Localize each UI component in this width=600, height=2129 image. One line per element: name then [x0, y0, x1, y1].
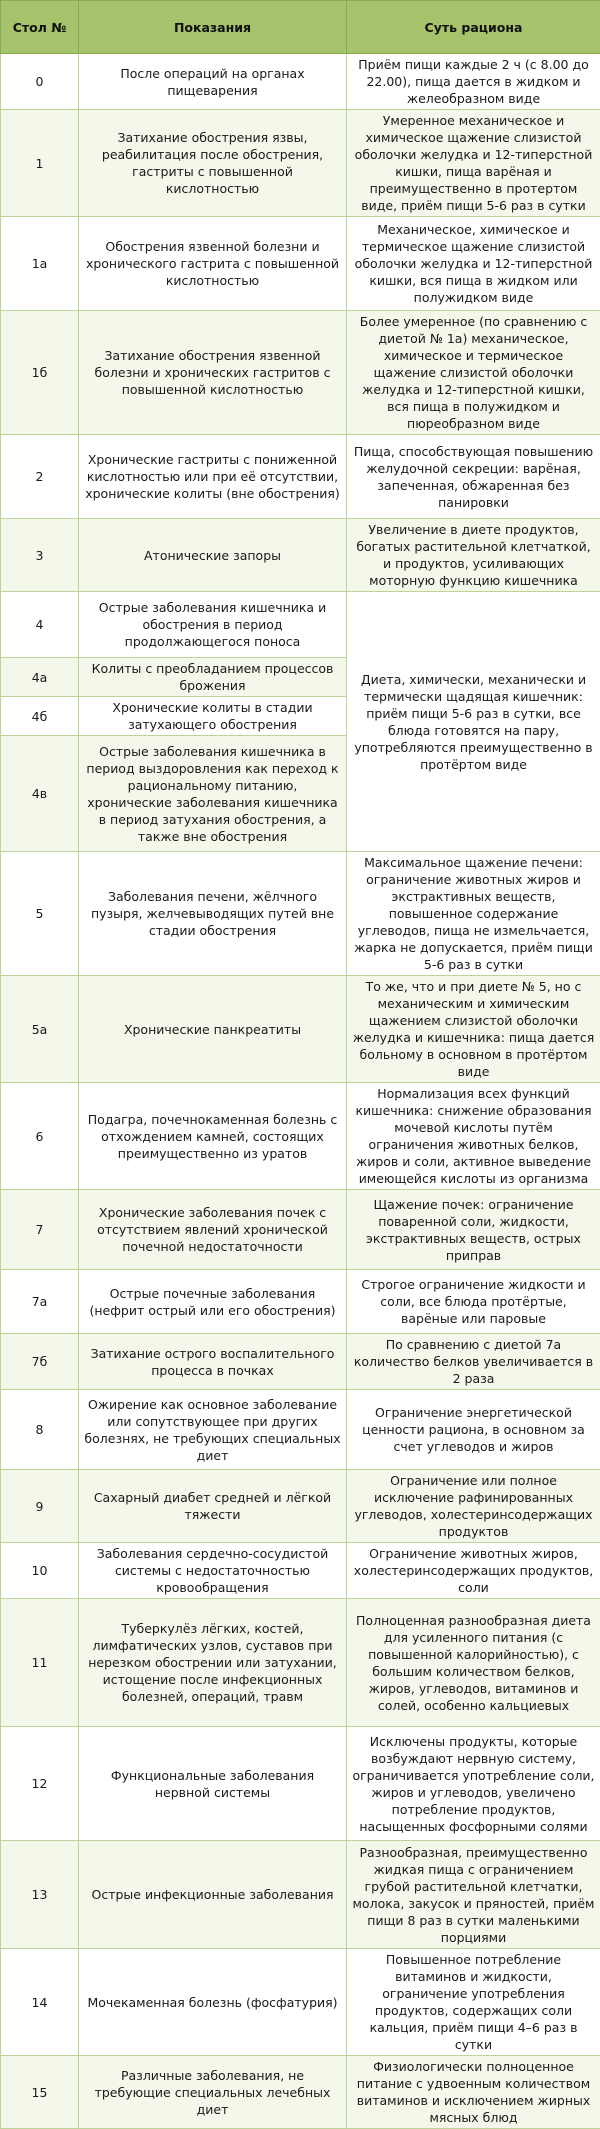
- table-number: 11: [1, 1599, 79, 1727]
- table-number: 6: [1, 1083, 79, 1190]
- indications: Различные заболевания, не требующие специальных лечебных диет: [79, 2056, 347, 2129]
- table-row: [1, 1727, 600, 1841]
- table-row: [1, 1470, 600, 1543]
- table-row: [1, 435, 600, 519]
- table-number: 4а: [1, 658, 79, 697]
- table-row: [1, 976, 600, 1083]
- header-indications: Показания: [79, 1, 347, 54]
- table-row: [1, 592, 600, 658]
- indications: Хронические панкреатиты: [79, 976, 347, 1083]
- diet-essence: То же, что и при диете № 5, но с механическим и химическим щажением слизистой оболочки желудка и кишечника: пища дается больному в основном в протёртом виде: [347, 976, 600, 1083]
- table-row: [1, 1949, 600, 2056]
- table-number: 2: [1, 435, 79, 519]
- indications: Острые заболевания кишечника в период выздоровления как переход к рациональному питанию, хронические заболевания кишечника в период затухания обострения, а также вне обострения: [79, 736, 347, 852]
- table-row: [1, 2056, 600, 2129]
- diet-essence: Пища, способствующая повышению желудочной секреции: варёная, запеченная, обжаренная без панировки: [347, 435, 600, 519]
- header-row: [1, 1, 600, 54]
- indications: После операций на органах пищеварения: [79, 54, 347, 110]
- table-number: 1б: [1, 311, 79, 435]
- diet-essence: Ограничение животных жиров, холестеринсодержащих продуктов, соли: [347, 1543, 600, 1599]
- table-row: [1, 1334, 600, 1390]
- table-number: 7: [1, 1190, 79, 1270]
- table-number: 0: [1, 54, 79, 110]
- table-number: 9: [1, 1470, 79, 1543]
- diet-essence: Исключены продукты, которые возбуждают нервную систему, ограничивается употребление соли, жиров и углеводов, увеличено потребление продуктов, насыщенных фосфорными солями: [347, 1727, 600, 1841]
- indications: Ожирение как основное заболевание или сопутствующее при других болезнях, не требующих специальных диет: [79, 1390, 347, 1470]
- table-number: 8: [1, 1390, 79, 1470]
- table-row: [1, 852, 600, 976]
- diet-essence: Диета, химически, механически и термически щадящая кишечник: приём пищи 5-6 раз в сутки, все блюда готовятся на пару, употребляются преимущественно в протёртом виде: [347, 592, 600, 852]
- table-row: [1, 1841, 600, 1949]
- diet-essence: Физиологически полноценное питание с удвоенным количеством витаминов и исключением жирных мясных блюд: [347, 2056, 600, 2129]
- table-number: 7б: [1, 1334, 79, 1390]
- table-row: [1, 1190, 600, 1270]
- diet-essence: Ограничение или полное исключение рафинированных углеводов, холестеринсодержащих продуктов: [347, 1470, 600, 1543]
- indications: Подагра, почечнокаменная болезнь с отхождением камней, состоящих преимущественно из уратов: [79, 1083, 347, 1190]
- indications: Затихание острого воспалительного процесса в почках: [79, 1334, 347, 1390]
- indications: Хронические колиты в стадии затухающего обострения: [79, 697, 347, 736]
- table-number: 4: [1, 592, 79, 658]
- indications: Острые инфекционные заболевания: [79, 1841, 347, 1949]
- indications: Острые почечные заболевания (нефрит острый или его обострения): [79, 1270, 347, 1334]
- diet-essence: Щажение почек: ограничение поваренной соли, жидкости, экстрактивных веществ, острых приправ: [347, 1190, 600, 1270]
- header-diet-essence: Суть рациона: [347, 1, 600, 54]
- indications: Колиты с преобладанием процессов брожения: [79, 658, 347, 697]
- table-number: 5: [1, 852, 79, 976]
- indications: Атонические запоры: [79, 519, 347, 592]
- table-row: [1, 1390, 600, 1470]
- diet-essence: Строгое ограничение жидкости и соли, все блюда протёртые, варёные или паровые: [347, 1270, 600, 1334]
- table-number: 15: [1, 2056, 79, 2129]
- table-number: 13: [1, 1841, 79, 1949]
- table-row: [1, 1599, 600, 1727]
- table-number: 1: [1, 110, 79, 217]
- diet-essence: Нормализация всех функций кишечника: снижение образования мочевой кислоты путём ограничения животных белков, жиров и соли, активное выведение имеющейся кислоты из организма: [347, 1083, 600, 1190]
- indications: Мочекаменная болезнь (фосфатурия): [79, 1949, 347, 2056]
- table-number: 1а: [1, 217, 79, 311]
- indications: Острые заболевания кишечника и обострения в период продолжающегося поноса: [79, 592, 347, 658]
- table-row: [1, 217, 600, 311]
- indications: Заболевания сердечно-сосудистой системы с недостаточностью кровообращения: [79, 1543, 347, 1599]
- indications: Затихание обострения язвы, реабилитация после обострения, гастриты с повышенной кислотностью: [79, 110, 347, 217]
- diet-essence: Максимальное щажение печени: ограничение животных жиров и экстрактивных веществ, повышенное содержание углеводов, пища не измельчается, жарка не допускается, приём пищи 5-6 раз в сутки: [347, 852, 600, 976]
- indications: Хронические гастриты с пониженной кислотностью или при её отсутствии, хронические колиты (вне обострения): [79, 435, 347, 519]
- indications: Заболевания печени, жёлчного пузыря, желчевыводящих путей вне стадии обострения: [79, 852, 347, 976]
- diet-essence: Механическое, химическое и термическое щажение слизистой оболочки желудка и 12-типерстной кишки, вся пища в жидком или полужидком виде: [347, 217, 600, 311]
- indications: Сахарный диабет средней и лёгкой тяжести: [79, 1470, 347, 1543]
- indications: Туберкулёз лёгких, костей, лимфатических узлов, суставов при нерезком обострении или затухании, истощение после инфекционных болезней, операций, травм: [79, 1599, 347, 1727]
- table-row: [1, 110, 600, 217]
- table-row: [1, 1543, 600, 1599]
- table-number: 3: [1, 519, 79, 592]
- table-row: [1, 311, 600, 435]
- table-row: [1, 1083, 600, 1190]
- table-number: 12: [1, 1727, 79, 1841]
- table-number: 5а: [1, 976, 79, 1083]
- table-number: 4в: [1, 736, 79, 852]
- table-row: [1, 1270, 600, 1334]
- diet-essence: Увеличение в диете продуктов, богатых растительной клетчаткой, и продуктов, усиливающих моторную функцию кишечника: [347, 519, 600, 592]
- indications: Хронические заболевания почек с отсутствием явлений хронической почечной недостаточности: [79, 1190, 347, 1270]
- diet-essence: Более умеренное (по сравнению с диетой № 1а) механическое, химическое и термическое щажение слизистой оболочки желудка и 12-типерстной кишки, вся пища в полужидком и пюреобразном виде: [347, 311, 600, 435]
- diet-essence: По сравнению с диетой 7а количество белков увеличивается в 2 раза: [347, 1334, 600, 1390]
- diet-essence: Приём пищи каждые 2 ч (с 8.00 до 22.00), пища дается в жидком и желеобразном виде: [347, 54, 600, 110]
- table-row: [1, 54, 600, 110]
- indications: Функциональные заболевания нервной системы: [79, 1727, 347, 1841]
- table-number: 10: [1, 1543, 79, 1599]
- table-number: 14: [1, 1949, 79, 2056]
- diet-essence: Полноценная разнообразная диета для усиленного питания (с повышенной калорийностью), с большим количеством белков, жиров, углеводов, витаминов и солей, особенно кальциевых: [347, 1599, 600, 1727]
- diet-essence: Разнообразная, преимущественно жидкая пища с ограничением грубой растительной клетчатки, молока, закусок и пряностей, приём пищи 8 раз в сутки маленькими порциями: [347, 1841, 600, 1949]
- table-row: [1, 519, 600, 592]
- header-table-number: Стол №: [1, 1, 79, 54]
- indications: Обострения язвенной болезни и хронического гастрита с повышенной кислотностью: [79, 217, 347, 311]
- diet-essence: Повышенное потребление витаминов и жидкости, ограничение употребления продуктов, содержащих соли кальция, приём пищи 4–6 раз в сутки: [347, 1949, 600, 2056]
- indications: Затихание обострения язвенной болезни и хронических гастритов с повышенной кислотностью: [79, 311, 347, 435]
- diet-essence: Ограничение энергетической ценности рациона, в основном за счет углеводов и жиров: [347, 1390, 600, 1470]
- table-number: 4б: [1, 697, 79, 736]
- diet-essence: Умеренное механическое и химическое щажение слизистой оболочки желудка и 12-типерстной кишки, пища варёная и преимущественно в протертом виде, приём пищи 5-6 раз в сутки: [347, 110, 600, 217]
- table-number: 7а: [1, 1270, 79, 1334]
